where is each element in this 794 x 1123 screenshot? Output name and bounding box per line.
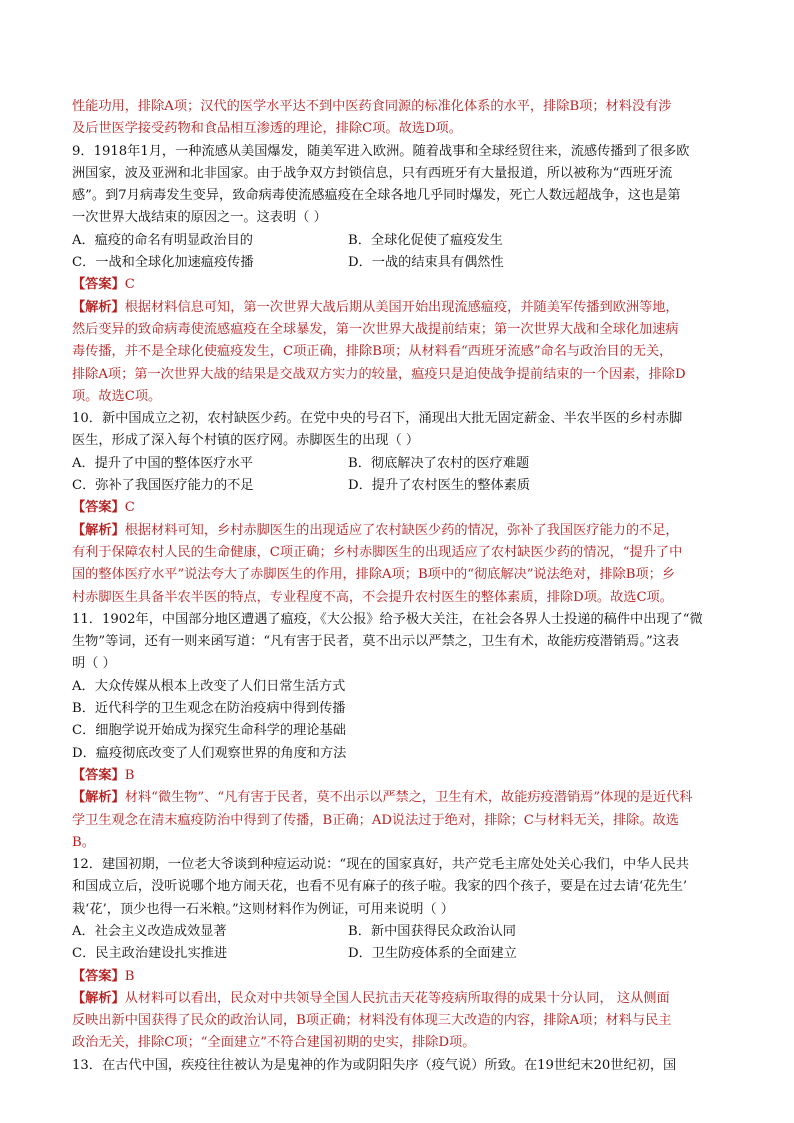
explanation-line: [72, 297, 722, 319]
question-13: [72, 1055, 722, 1077]
question-stem-line: 和国成立后，没听说哪个地方闹天花，也看不见有麻子的孩子啦。我家的四个孩子，要是在过去请‘花先生’: [72, 879, 688, 895]
options-grid: [72, 453, 722, 498]
question-stem-line: 明（ ）: [72, 656, 116, 672]
answer-label: 【答案】: [72, 767, 125, 783]
option-d: D．提升了农村医生的整体素质: [348, 478, 531, 494]
explanation-line: [72, 988, 722, 1010]
answer-label: 【答案】: [72, 500, 125, 516]
explanation: [72, 787, 722, 854]
answer-value: B: [124, 767, 135, 783]
option-b: B．近代科学的卫生观念在防治疫病中得到传播: [72, 701, 346, 717]
options-grid: [72, 230, 722, 275]
option-a: A．大众传媒从根本上改变了人们日常生活方式: [72, 678, 346, 694]
explanation-text: 从材料可以看出，民众对中共领导全国人民抗击天花等疫病所取得的成果十分认同， 这从侧面: [124, 990, 670, 1006]
option-c: C．细胞学说开始成为探究生命科学的理论基础: [72, 723, 346, 739]
question-10: [72, 408, 722, 609]
question-stem-line: 9．1918年1月，一种流感从美国爆发，随美军进入欧洲。随着战事和全球经贸往来，流感传播到了很多欧: [72, 143, 690, 159]
explanation: [72, 988, 722, 1055]
option-d: D．一战的结束具有偶然性: [348, 255, 504, 271]
option-a: A．社会主义改造成效显著: [72, 923, 227, 939]
explanation-text: 根据材料可知，乡村赤脚医生的出现适应了农村缺医少药的情况，弥补了我国医疗能力的不足，: [124, 522, 679, 538]
answer-value: C: [124, 500, 135, 516]
question-stem-line: 生物”等词，还有一则来函写道：“凡有害于民者，莫不出示以严禁之，卫生有术，故能疠疫潜销焉。”这表: [72, 634, 680, 650]
explanation-text: 材料“微生物”、“凡有害于民者，莫不出示以严禁之，卫生有术，故能疠疫潜销焉”体现的是近代科: [124, 790, 693, 806]
explanation-line: 反映出新中国获得了民众的政治认同，B项正确；材料没有体现三大改造的内容，排除A项；材料与民主: [72, 1013, 672, 1029]
document-page: [72, 96, 722, 1077]
explanation-label: 【解析】: [72, 790, 125, 806]
explanation: [72, 520, 722, 609]
explanation-line: 排除A项；第一次世界大战的结果是交战双方实力的较量，瘟疫只是迫使战争提前结束的一个因素，排除D: [72, 366, 686, 382]
question-stem-line: 11．1902年，中国部分地区遭遇了瘟疫，《大公报》给予极大关注，在社会各界人士投递的稿件中出现了“微: [72, 611, 703, 627]
question-stem-line: 医生，形成了深入每个村镇的医疗网。赤脚医生的出现（ ）: [72, 433, 420, 449]
option-c: C．一战和全球化加速瘟疫传播: [72, 255, 254, 271]
question-12: [72, 854, 722, 1055]
answer-label: 【答案】: [72, 277, 125, 293]
option-b: B．彻底解决了农村的医疗难题: [348, 455, 530, 471]
answer-value: C: [124, 277, 135, 293]
question-stem-line: 栽‘花’，顶少也得一石米粮。”这则材料作为例证，可用来说明（ ）: [72, 901, 454, 917]
explanation-label: 【解析】: [72, 990, 125, 1006]
text-line: 及后世医学接受药物和食品相互渗透的理论，排除C项。故选D项。: [72, 121, 462, 137]
explanation-line: 项。故选C项。: [72, 388, 162, 404]
explanation-line: 毒传播，并不是全球化使瘟疫发生，C项正确，排除B项；从材料看“西班牙流感”命名与政治目的无关，: [72, 344, 673, 360]
option-c: C．弥补了我国医疗能力的不足: [72, 478, 254, 494]
explanation-line: [72, 787, 722, 809]
question-stem-line: 感”。到7月病毒发生变异，致命病毒使流感瘟疫在全球各地几乎同时爆发，死亡人数远超战争，这也是第: [72, 188, 681, 204]
option-d: D．瘟疫彻底改变了人们观察世界的角度和方法: [72, 745, 347, 761]
answer-line: [72, 966, 722, 988]
option-d: D．卫生防疫体系的全面建立: [348, 946, 517, 962]
explanation: [72, 297, 722, 408]
question-stem-line: 洲国家，波及亚洲和北非国家。由于战争双方封锁信息，只有西班牙有大量报道，所以被称为“西班牙流: [72, 165, 673, 181]
explanation-line: B。: [72, 834, 95, 850]
option-c: C．民主政治建设扎实推进: [72, 946, 228, 962]
option-b: B．新中国获得民众政治认同: [348, 923, 516, 939]
explanation-line: 然后变异的致命病毒使流感瘟疫在全球暴发，第一次世界大战提前结束；第一次世界大战和全球化加速病: [72, 321, 679, 337]
answer-line: [72, 497, 722, 519]
explanation-label: 【解析】: [72, 299, 125, 315]
text-line: 性能功用，排除A项；汉代的医学水平达不到中医药食同源的标准化体系的水平，排除B项；材料没有涉: [72, 99, 672, 114]
option-b: B．全球化促使了瘟疫发生: [348, 232, 503, 248]
explanation-line: 国的整体医疗水平”说法夸大了赤脚医生的作用，排除A项；B项中的“彻底解决”说法绝对，排除B项；乡: [72, 567, 676, 583]
explanation-line: 政治无关，排除C项；“全面建立”不符合建国初期的史实，排除D项。: [72, 1035, 476, 1051]
question-stem-line: 10．新中国成立之初，农村缺医少药。在党中央的号召下，涌现出大批无固定薪金、半农半医的乡村赤脚: [72, 411, 683, 427]
question-11: [72, 609, 722, 854]
explanation-line: [72, 520, 722, 542]
explanation-line: 有利于保障农村人民的生命健康，C项正确；乡村赤脚医生的出现适应了农村缺医少药的情况，“提升了中: [72, 544, 683, 560]
explanation-line: 村赤脚医生具备半农半医的特点，专业程度不高，不会提升农村医生的整体素质，排除D项。故选C项。: [72, 589, 673, 605]
options-grid: [72, 921, 722, 966]
explanation-label: 【解析】: [72, 522, 125, 538]
question-stem-line: 12．建国初期，一位老大爷谈到种痘运动说：“现在的国家真好，共产党毛主席处处关心我们，中华人民共: [72, 857, 689, 873]
option-a: A．提升了中国的整体医疗水平: [72, 455, 253, 471]
question-9: [72, 141, 722, 409]
previous-explanation-continuation: [72, 96, 722, 141]
explanation-line: 学卫生观念在清末瘟疫防治中得到了传播，B正确；AD说法过于绝对，排除；C与材料无关，排除。故选: [72, 812, 679, 828]
question-stem-line: 13．在古代中国，疾疫往往被认为是鬼神的作为或阴阳失序（疫气说）所致。在19世纪末20世纪初，国: [72, 1057, 677, 1073]
option-a: A．瘟疫的命名有明显政治目的: [72, 232, 253, 248]
explanation-text: 根据材料信息可知，第一次世界大战后期从美国开始出现流感瘟疫，并随美军传播到欧洲等地，: [124, 299, 679, 315]
answer-label: 【答案】: [72, 968, 125, 984]
question-stem-line: 一次世界大战结束的原因之一。这表明（ ）: [72, 210, 327, 226]
answer-line: [72, 765, 722, 787]
answer-value: B: [124, 968, 135, 984]
answer-line: [72, 274, 722, 296]
